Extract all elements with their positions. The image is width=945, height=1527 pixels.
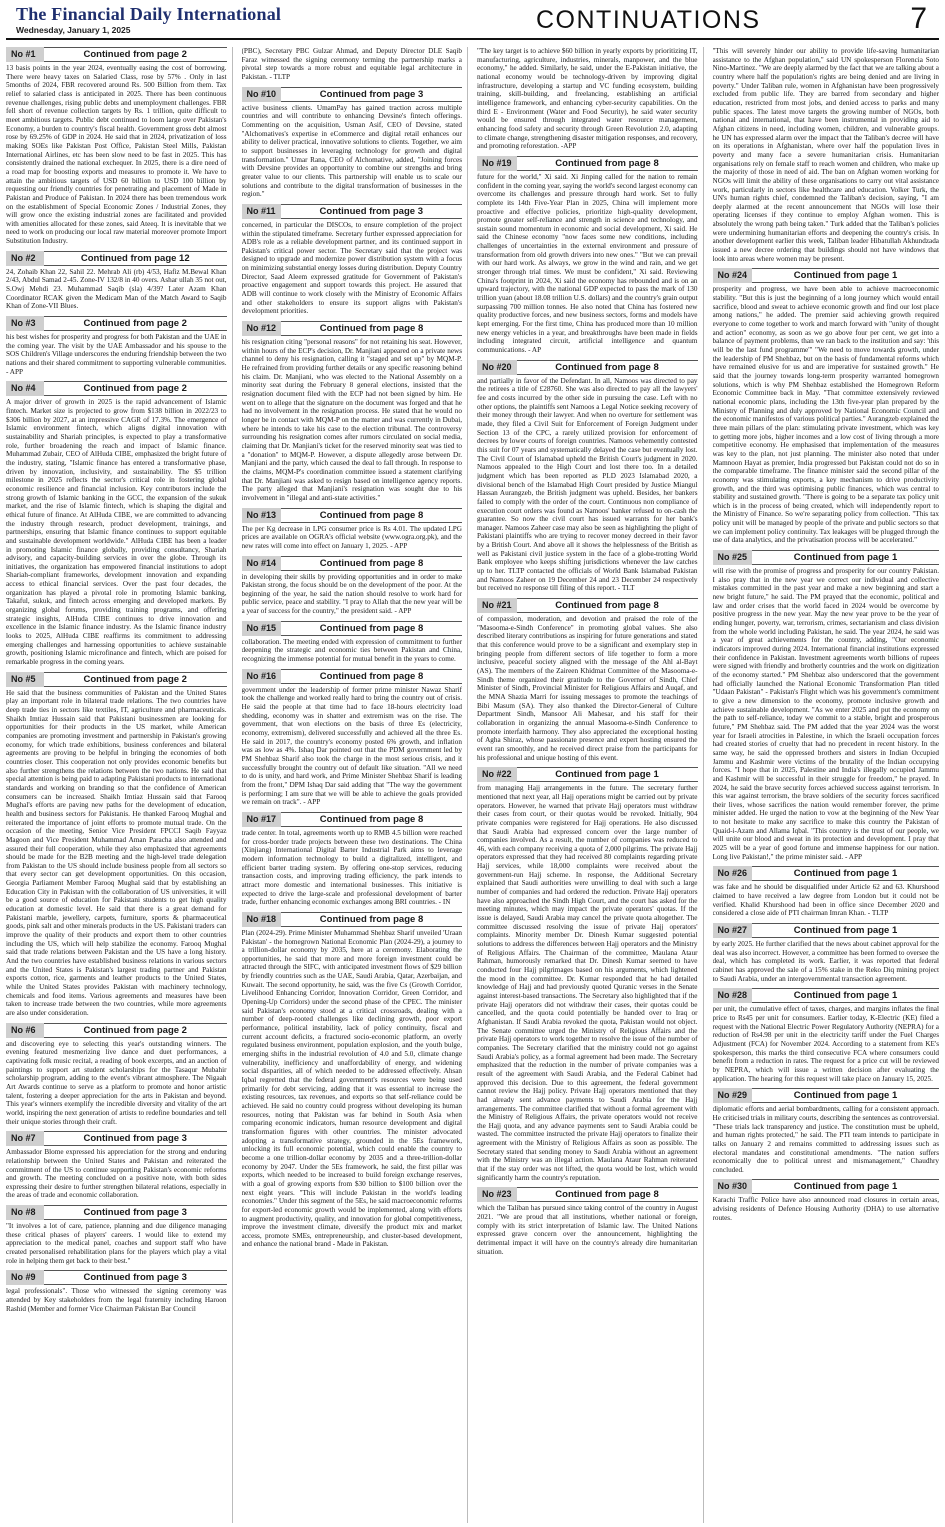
continuation-article [6,251,227,311]
continued-from-label: Continued from page 1 [752,1088,939,1103]
continuation-header [242,87,463,102]
article-body: legal professionals". Those who witnessed the signing ceremony was attended by Key stakeholders from the legal fraternity including Haroon Rashid (Member and former Vice Chairman Pakistan Bar Council [6,1287,227,1313]
continuation-article [477,1187,698,1256]
continuation-article [477,767,698,1182]
continuation-number: No #1 [6,47,44,62]
dateline: Wednesday, January 1, 2025 [16,25,131,35]
continuation-number: No #17 [242,812,282,827]
continuation-article [6,381,227,666]
continuation-article [477,360,698,593]
continued-from-label: Continued from page 1 [752,923,939,938]
continuation-header [6,316,227,331]
continuation-article [713,1179,940,1222]
continuation-number: No #26 [713,866,753,881]
column-2 [242,47,469,1523]
article-body: per unit, the cumulative effect of taxes, charges, and margins inflates the final price to Rs45 per unit for consumers. Earlier today, K-Electric (KE) filed a request with the National Electric Power Regulatory Authority (NEPRA) for a reduction of Rs4.98 per unit in the electricity tariff under the Fuel Charges Adjustment (FCA) for November 2024. According to a statement from KE's spokesperson, this marks the third consecutive FCA where consumers could benefit from a reduction in rates. The request for a price cut will be reviewed by NEPRA, which will issue a written decision after evaluating the application. The hearing for this request will take place on January 15, 2025. [712,1005,939,1083]
continuation-article [6,1023,227,1127]
continuation-number: No #4 [6,381,44,396]
article-columns [6,47,939,1523]
continued-from-label: Continued from page 1 [752,866,939,881]
continued-from-label: Continued from page 8 [281,669,462,684]
column-1 [6,47,233,1523]
continuation-header [242,204,463,219]
continuation-article [713,988,940,1083]
continued-from-label: Continued from page 8 [281,556,462,571]
article-body: (PBC), Secretary PBC Gulzar Ahmad, and Deputy Director DLE Saqib Faraz witnessed the signing ceremony terming the partnership marks a pivotal step towards a more robust and equitable legal architecture in Pakistan. - TLTP [241,47,462,81]
continued-from-label: Continued from page 3 [281,87,462,102]
article-body: 24, Zohaib Khan 22, Sahil 22. Mehrab Ali (rb) 4/53, Hafiz M.Bewal Khan 2/43, Abdul Samad 2-45. Zone-IV 132/8 in 40 overs. Ashar ullah 35 not out, S.Owj Mehdi 23. Muhammad Saqib (sla) 4/39? Later Azam Khan Coordinator RCAK given the Medicam Man of the Match Award to Saqib Khan of Zone-VII Blues. [6,267,227,311]
continuation-number: No #8 [6,1205,44,1220]
continuation-article [6,1131,227,1200]
article-body: The per Kg decrease in LPG consumer price is Rs 4.01. The updated LPG prices are available on OGRA's official website (www.ogra.org.pk), and the new rates will come into effect on January 1, 2025. - APP [241,524,462,550]
section-title: CONTINUATIONS [536,6,761,34]
continuation-header [242,508,463,523]
article-body: "It involves a lot of care, patience, planning and due diligence managing these critical phases of players' careers. I would like to extend my appreciation to the medical panel, coaches and support staff who have created personalised rehabilitation plans for the players which play a vital role in helping them get back to their best." [6,1222,227,1265]
continuation-header [242,556,463,571]
continuation-number: No #16 [242,669,282,684]
continuation-article [477,598,698,762]
continuation-header [242,812,463,827]
continuation-number: No #7 [6,1131,44,1146]
article-body: Plan (2024-29). Prime Minister Muhammad Shehbaz Sharif unveiled 'Uraan Pakistan' - the homegrown National Economic Plan (2024-29), a journey to a trillion-dollar economy by 2035, here at a ceremony. Elaborating the opportunities, he said that more and more foreign investment could be attracted through the SIFC, with anticipated investment flows of $29 billion by friendly countries such as the UAE, Saudi Arabia, Qatar, Azerbaijan, and Kuwait. The second opportunity, he said, was the five Cs (Growth Corridor, Livelihood Enhancing Corridor, Innovation Corridor, Green Corridor, and Opening-Up Corridors) under the second phase of the CPEC. The minister said Pakistan's economy stood at a critical crossroads, dealing with a number of deep-rooted challenges like declining growth, poor export performance, political instability, lack of policy continuity, fiscal and current account deficits, a fractured socio-economic platform, an overly regulated business environment, population explosion, and the youth bulge, emerging shifts in the industrial revolution of 4.0 and 5.0, climate change vulnerability, inefficiency and unaffordability of energy, and widening social disparities, all of which needed to be addressed effectively. Ahsan Iqbal regretted that the federal government's resources were being used primarily for debt servicing, adding that it was essential to increase the existing resources, tax revenues, and exports so that self-reliance could be achieved. He said no country could progress without developing its human resources, noting that Pakistan was far behind in South Asia when comparing economic indicators, human resource development and digital transformation figures with other countries. The minister advocated adopting a transformative strategy, grounded in the 5Es framework, unlocking its full economic potential, which could enable the country to become a one trillion-dollar economy by 2035 and a three-trillion-dollar economy by 2047. Under the 5Es framework, he said, the first pillar was exports, which needed to be increased to build foreign exchange reserves, with a goal of growing exports from $30 billion to $100 billion over the next eight years. "This will include Pakistan in the world's leading economies." Under this segment of the 5Es, he said macroeconomic reforms for export-led economic growth would be implemented, along with efforts to augment productivity, quality, and innovation for global competitiveness, improve the investment climate, diversify the product mix and market access, promote SMEs, entrepreneurship, and cluster-based development, and enhance the national brand - Made in Pakistan. [241,928,462,1249]
article-body: by early 2025. He further clarified that the news about cabinet approval for the deal was also incorrect. However, a committee has been formed to oversee the deal, which has completed its work. Earlier, it was reported that federal cabinet has approved the sale of a 15% stake in the Reko Diq mining project to Saudi Arabia, under an intergovernmental transaction agreement. [712,940,939,983]
article-body: trade center. In total, agreements worth up to RMB 4.5 billion were reached for cross-border trade projects between these two destinations. The China (Xinjiang) International Digital Barter Industrial Park aims to leverage modern information technology to build a digitalized, intelligent, and efficient barter trading system. By offering one-stop services, reducing transaction costs, and improving trading efficiency, the park intends to attract more domestic and international businesses. This initiative is expected to drive the large-scale and professional development of barter trade, further enhancing economic exchanges among BRI countries. - IN [241,828,462,907]
continued-from-label: Continued from page 8 [517,156,698,171]
continuation-number: No #24 [713,268,753,283]
continued-from-label: Continued from page 8 [281,912,462,927]
continued-from-label: Continued from page 3 [281,204,462,219]
continuation-number: No #3 [6,316,44,331]
continuation-number: No #15 [242,621,282,636]
continuation-header [6,1131,227,1146]
article-body: "This will severely hinder our ability to provide life-saving humanitarian assistance to the Afghan population," said UN spokesperson Florencia Soto Nino-Martinez. "We are deeply alarmed by the fact that we are talking about a country where half the population's rights are being denied and are living in poverty." Under Taliban rule, women in Afghanistan have been progressively excluded from public life. They are barred from secondary and higher education, restricted from most jobs, and denied access to parks and many public spaces. The latest move targets the growing number of NGOs, both national and international, that have been instrumental in providing aid to Afghan citizens in need, including women, children, and vulnerable groups. he UN has expressed alarm over the impact that the Taliban's decree will have on its operations in Afghanistan, where over half the population lives in poverty and many face a severe humanitarian crisis. Humanitarian organisations rely on female staff to reach women and children, who make up the majority of those in need of aid. The ban on Afghan women working for NGOs will limit the ability of these organisations to carry out vital assistance work, particularly in sectors like healthcare and education. Volker Turk, the UN's human rights chief, condemned the Taliban's decision, saying, "I am deeply alarmed at the recent announcement that NGOs will lose their operating licenses if they continue to employ Afghan women. This is absolutely the wrong path being taken." Turk added that the Taliban's policies were undermining humanitarian efforts and deepening the country's crisis. In another development earlier this week, Taliban leader Hibatullah Akhundzada issued a new decree ordering that buildings should not have windows that look into areas where women may be present. [712,47,939,263]
continuation-article [242,912,463,1249]
continued-from-label: Continued from page 2 [44,1023,227,1038]
article-body: active business clients. UmamPay has gained traction across multiple countries and will contribute to enhancing Devsine's fintech offerings. Commenting on the acquisition, Usman Asif, CEO of Devsine, stated "Alchomatives's expertise in eCommerce and digital retail enhances our ability to deliver practical, innovative solutions to clients. Together, we aim to support businesses in leveraging technology for growth and digital transformation." Umar Rana, CEO of Alchomative, added, "Joining forces with Devsine provides an opportunity to combine our strengths and bring greater value to our clients. This partnership will enable us to scale our solutions and contribute to the digital transformation of businesses in the region." [241,103,462,199]
continued-from-label: Continued from page 8 [281,621,462,636]
article-body: his best wishes for prosperity and progress for both Pakistan and the UAE in the coming year. The visit by the UAE Ambassador and his spouse to the SOS Children's Village underscores the enduring friendship between the two nations and their shared commitment to supporting vulnerable communities. - APP [6,333,227,376]
continuation-article [242,508,463,551]
continued-from-label: Continued from page 8 [517,360,698,375]
continuation-header [713,988,940,1003]
article-body: He said that the business communities of Pakistan and the United States play an important role in bilateral trade relations. The two countries have deep trade ties in sectors like textiles, IT, agriculture and pharmaceuticals. Shaikh Imtiaz Hussain said that Pakistani businessmen are looking for opportunities for their products in the US market, while American companies are promoting investment and partnership in Pakistan's growing economy, for which trade exhibitions, business conferences and bilateral agreements are proving to be helpful in bringing the economies of both countries closer. This cooperation not only provides economic benefits but also further strengthens the relations between the two nations. He said that special attention is being paid to adapting Pakistani products to international standards and working on branding so that the confidence of American consumers can be increased. Shaikh Imtiaz Hussain said that Farooq Mughal's efforts are paving new paths for the development of education, health and business sectors for Pakistanis. He thanked Farooq Mughal and reiterated the importance of joint efforts to promote mutual trade. On the occasion of the meeting, Senior Vice President FPCCI Saqib Fayyaz Magoon and Vice President Muhammad Aman Paracha also attended and assured their full cooperation, while they also emphasized that agreements should be made for the B2B meeting and the high-level trade delegation from Pakistan to the US should include business people from all sectors so that every sector can get development opportunities. On this occasion, Georgia Parliament Member Farooq Mughal said that by establishing an Education City in Pakistan with the collaboration of US universities, it will be a good source of education for Pakistani students to get high quality education at domestic level. He said that there is a great demand for Pakistani marble, jewellery, carpets, furniture, sports & pharmaceutical goods, pink salt and other minerals products in the US. Pakistani traders can improve the quality of their products and export them to other countries including the US, which will help stabilize the economy. Farooq Mughal said that trade relations between Pakistan and the US have a long history. And the two countries have established business relations in various sectors and the United States is Pakistan's largest trading partner and Pakistan exports cotton, rice, garments and leather products to the United States, while the United States provides Pakistan with machinery technology, chemicals and food items. Various agreements and measures have been taken to increase trade between the two countries, while more agreements are also under consideration. [6,688,227,1017]
continuation-article [713,866,940,918]
page-number: 7 [910,2,927,35]
continuation-number: No #5 [6,672,44,687]
article-body: will rise with the promise of progress and prosperity for our country Pakistan. I also pray that in the new year we correct our individual and collective mistakes committed in the past year and make a new beginning and start a new bright future," he said. The PM prayed that the economic, political and law and order crises that the world faced in 2024 would be overcome by positive progress in the new year. May the new year prove to be the year of ending hunger, poverty, war, terrorism, crimes, sectarianism and class division from the whole world including Pakistan, he said. The year 2024, he said was a year of great achievements for the country, adding, "Our economic indicators improved during 2024. International financial institutions expressed their confidence in Pakistan. Investment agreements worth billions of rupees were signed with friendly and brotherly countries and the work on digitization of the economy started." PM Shehbaz also underscored that the government had officially launched the National Economic Transformation Plan titled "Udaan Pakistan" - Pakistan's Flight which was his government's commitment to give a new dimension to the economy, promote inclusive growth and achieve sustainable development. "As we enter 2025 and put the economy on the path to self-reliance, today we commit to a stable, bright and prosperous future," PM Shehbaz said. The PM added that the year 2024 was the worst year for Israeli atrocities in Palestine, in which the Israeli occupation forces had created stories of cruelty that had no precedent in recent history. In the same way, he said the oppressed brothers and sisters in Indian Occupied Jammu and Kashmir were victims of the brutality of the Indian occupying forces. "I hope that in 2025, Palestine and India's illegally occupied Jammu and Kashmir will be successful in their struggle for freedom," he prayed. In 2024, he said the brave security forces achieved success against terrorism. In this war against terrorism, the brave soldiers of the security forces sacrificed their lives, whose sacrifices the nation would remember forever, the prime minister added. He urged the nation to vow at the beginning of the New Year to not hesitate to make any sacrifice to make this country the Pakistan of Quaid-i-Azam and Allama Iqbal. "This country is the trust of our people, we will unite our blood and sweat in its protection and development. I pray that 2025 will be a year of good fortune and immense happiness for our nation. Long live Pakistan!," the prime minister said. - APP [712,567,939,861]
continuation-article [242,321,463,502]
continuation-header [713,550,940,565]
continuation-number: No #22 [477,767,517,782]
continuation-header [713,1088,940,1103]
continued-from-label: Continued from page 8 [281,321,462,336]
article-body: was fake and he should be disqualified under Article 62 and 63. Khurshood claimed to have received a law degree from London but it could not be verified. Khalid Khurshood had been in office since December 2020 and considered a close aide of PTI chairman Imran Khan. - TLTP [712,883,939,918]
continuation-article [713,923,940,983]
article-body: from managing Hajj arrangements in the future. The secretary further mentioned that next year, all Hajj operations might be carried out by private operators. However, he warned that private Hajj operators must withdraw their cases from court, or their quotas would be revoked. Initially, 904 private companies were registered for Hajj operations. He also discussed that Saudi Arabia had expressed concern over the large number of companies involved. As a result, the number of companies was reduced to 46, with each company receiving a quota of 2,000 pilgrims. The private Hajj operators expressed that they had received 80 complaints regarding private Hajj services, while 18,000 complaints were received about the government-run Hajj scheme. In response, the Additional Secretary explained that Saudi authorities were unwilling to deal with such a large number of companies and had ordered the reduction. Private Hajj operators have also approached the Sindh High Court, and the court has asked for the meeting minutes, which may impact the private operators' quotas. If the issue is delayed, Saudi Arabia may cancel the private quota altogether. The committee discussed resolving the issue of private Hajj operators' complaints. Minority member Dr. Dinesh Kumar suggested potential solutions to address the differences between Hajj operators and the Ministry of Religious Affairs. The Chairman of the committee, Maulana Ataur Rahman, humorously remarked that Dr. Dinesh Kumar seemed to have conducted four Hajj pilgrimages based on his arguments, which lightened the mood in the committee. Dr. Kumar responded that he had detailed knowledge of Hajj and had previously quoted Quranic verses in the Senate against interest-based transactions. The Secretary also highlighted that if the private Hajj operators did not withdraw their cases, their quotas could be cancelled, and the quota could potentially be handed over to Iraq or Afghanistan. If Saudi Arabia revoked the quota, Pakistan would not object. The Senate committee urged the Ministry of Religious Affairs and the private Hajj operators to work together to resolve the issue of the number of companies. The Secretary clarified that the ministry could not go against Saudi Arabia's policy, as a formal agreement had been made. The Secretary emphasized that the reduction in the number of private companies was a result of the agreement with Saudi Arabia, and the Federal Cabinet had approved this decision. Due to this agreement, the federal government cannot review the Hajj policy. Private Hajj operators mentioned that they had already sent advance payments to Saudi Arabia for the Hajj arrangements. The committee clarified that without a formal agreement with the Ministry of Religious Affairs, the private operators would not receive the Hajj quota, and any advance payments sent to Saudi Arabia could be wasted. The committee instructed the private Hajj operators to finalize their agreement with the Ministry of Religious Affairs as soon as possible. The Secretary stated that sending money to Saudi Arabia without an agreement with the Ministry was an illegal action. Maulana Ataur Rahman reiterated that if the stay order was not lifted, the quota would be lost, which would significantly harm the country's reputation. [477,784,698,1182]
column-3 [477,47,704,1523]
article-body: in developing their skills by providing opportunities and in order to make Pakistan strong, the focus should be on the development of the poor. At the beginning of the year, he said the nation should resolve to work hard for public service, peace and stability. "I pray to Allah that the new year will be a year of success for the country," the president said. - APP [241,572,462,616]
continued-from-label: Continued from page 8 [517,598,698,613]
continuation-article [6,316,227,376]
continued-from-label: Continued from page 1 [752,550,939,565]
continuation-header [6,1270,227,1285]
continued-from-label: Continued from page 1 [752,1179,939,1194]
continuation-header [6,381,227,396]
continued-from-label: Continued from page 3 [44,1131,227,1146]
article-body: government under the leadership of former prime minister Nawaz Sharif took the challenge and worked really hard to bring the country out of crisis. He said the people at that time had to face 18-hours electricity load shedding, economy was in shatter and extremism was on the rise. The government, that won elections on the basis of three Es (electricity, economy, extremism), delivered successfully and achieved all the three Es. He said in 2017, the country's economy posted 6% growth, and inflation was as low as 4%. Ishaq Dar pointed out that the PDM government led by PM Shehbaz Sharif also took the charge in the most serious crisis, and it successfully brought the country out of default like situation. "All we need to do is unity, and hard work, and Prime Minister Shehbaz Sharif is leading from the front," DPM Ishaq Dar said adding that "The way the government is performing; I am sure that we will be able to achieve the goals provided we remain on track". - APP [241,685,462,807]
continued-from-label: Continued from page 8 [517,1187,698,1202]
continued-from-label: Continued from page 1 [752,988,939,1003]
continued-from-label: Continued from page 3 [44,1270,227,1285]
continuation-number: No #2 [6,251,44,266]
article-body: "The key target is to achieve $60 billion in yearly exports by prioritizing IT, manufacturing, agriculture, industries, minerals, manpower, and the blue economy," he added. Similarly, he said, under the E-Pakistan initiative, the national economy would be technology-driven by improving digital infrastructure, developing a startup and VC funding ecosystem, building training, skill-building, and freelancing, establishing an artificial intelligence framework, and enhancing cyber-security capabilities. On the third E - Environment (Water and Food Security), he said water security would be ensured through integrated water resource management, enhancing food safety and security through Green Revolution 2.0, adapting to climate change, strengthening disaster mitigation responses, and recovery, and promoting reforestation. -APP [477,47,698,151]
continuation-number: No #30 [713,1179,753,1194]
article-body: diplomatic efforts and aerial bombardments, calling for a consistent approach. He criticised trials in military courts, describing the sentences as controversial. "These trials lack transparency and justice. The constitution must be upheld, and human rights protected," he said. The PTI team intends to participate in talks on January 2 and remains committed to addressing issues such as electoral mandates and constitutional amendments. "The nation suffers economically due to political unrest and mismanagement," Chaudhry concluded. [712,1105,939,1174]
continuation-number: No #28 [713,988,753,1003]
continuation-number: No #21 [477,598,517,613]
continuation-article [713,47,940,263]
continued-from-label: Continued from page 3 [44,1205,227,1220]
continuation-header [242,321,463,336]
continuation-article [6,672,227,1018]
continuation-number: No #29 [713,1088,753,1103]
continuation-number: No #10 [242,87,282,102]
masthead [6,0,939,40]
continuation-number: No #27 [713,923,753,938]
continuation-header [713,923,940,938]
continued-from-label: Continued from page 2 [44,672,227,687]
continued-from-label: Continued from page 8 [281,508,462,523]
article-body: of compassion, moderation, and devotion and praised the role of the "Masooma-e-Sindh Conference" in promoting global values. She also described literary contributions as inspiring for future generations and stated that this conference would prove to be a significant and exemplary step in bringing people from different sectors of life together to form a more inclusive, peaceful society aligned with the message of the Ahl al-Bayt (AS). The members of the Zaireen Khidmat Committee of the Masooma-e-Sindh theme organized their gratitude to the Governor of Sindh, Chief Minister of Sindh, Provincial Minister for Religious Affairs and Auqaf, and the MNA Shazia Marri for issuing messages to promote the teachings of Bibi Masum (SA). They also thanked the Director-General of Culture Department Sindh, Mansoor Ali Mahesar, and his staff for their collaboration in organizing the annual Masooma-e-Sindh Conference to promote interfaith harmony. They also appreciated the exceptional hosting of Agha Shiraz, whose passionate presence and expert hosting ensured the event ran smoothly, and he received direct praise from the participants for his professional and unique hosting of this event. [477,615,698,762]
continuation-number: No #6 [6,1023,44,1038]
continuation-number: No #19 [477,156,517,171]
continuation-article [713,550,940,861]
article-body: Karachi Traffic Police have also announced road closures in certain areas, advising residents of Defence Housing Authority (DHA) to use alternative routes. [712,1196,939,1222]
article-body: concerned, in particular the DISCOs, to ensure completion of the project within the stipulated timeframe. Secretary further expressed appreciation for ADB's role as a reliable development partner, and its continued support in Pakistan's critical power sector. The Secretary said that the project was designed to upgrade and modernize power distribution system with a focus on minimizing substantial energy losses during distribution. Deputy Country Director, Saad Aleem expressed gratitude for Government of Pakistan's proactive engagement and support towards this project. He assured that ADB will continue to work closely with the Ministry of Economic Affairs and other stakeholders to ensure its support aligns with Pakistan's development priorities. [241,220,462,316]
continuation-header [477,360,698,375]
continuation-header [6,1023,227,1038]
continued-from-label: Continued from page 2 [44,316,227,331]
continuation-number: No #11 [242,204,281,219]
continued-from-label: Continued from page 1 [752,268,939,283]
article-body: prosperity and progress, we have been able to achieve macroeconomic stability. "But this is just the beginning of a long journey which would entail sacrifice, blood and sweat to achieve economic growth and find our lost place among nations," he added. The premier said achieving growth required everyone to come together to work and march forward with "unity of thought and action" economy, as soon as we go above four per cent, we get into a balance of payment problems, than we ran back to the institution and say: 'this will be the last fund programme'" "We need to move towards growth, under the leadership of PM Shehbaz, but on the basis of fundamental reforms which have remained elusive for us and are imperative for sustained growth." He said that the journey towards long-term prosperity warranted homegrown solutions, which is why PM Shehbaz established the Homegrown Reform Economic Committee back in May. "That committee extensively reviewed national economic plans, including the 13th five-year plan prepared by the Ministry of Planning and duly approved by National Economic Council and the economic manifestos of various political parties." Aurangzeb explained the three main pillars of the plan: stimulating private investment, which was key to getting more jobs, higher incomes and a low cost of living through a more competitive economy. He emphasised that implementation of the measures was key to the plan, not just planning. The minister also noted that under Mamnoon Hayat as premier, India progressed but Pakistan could not do so in the comparable timeframe. The finance minister said the second pillar of the economy was stimulating exports, a key mechanism to drive productivity growth, and the third was optimising public finances, which was central to stability and sustained growth. "There is going to be a separate tax policy unit which is in the process of being created, which will independently report to the Ministry of Finance. So we're separating policy from collection. "This tax policy unit will be managed by people of the private and public sectors so that we can implement policy continuity. Tax leakages will be plugged through the use of data analytics, and the privatisation process will be accelerated." [712,285,939,545]
continuation-header [477,767,698,782]
continuation-header [242,912,463,927]
continuation-article [242,204,463,316]
continuation-header [6,251,227,266]
continued-from-label: Continued from page 2 [44,47,227,62]
continuation-header [713,268,940,283]
article-body: 13 basis points in the year 2024, eventually easing the cost of borrowing. There were heavy taxes on Salaried Class, rose by 57% . Only in last 5months of 2024, FBR recovered around Rs. 500 Billion from them. Tax relief to salaried class is anticipated in 2025. There has been continuous revenue challenges, rising public debts and unemployment challenges. FBR fell short of revenue collection targets by Rs. 1 trillion, quite difficult to meet ambitious targets. Public debt continued to loom large over Pakistan's Economy, a burden to country's fiscal health. Government gross debt almost rose by 69.25% of GDP in 2024. He said that in 2024, privatization of loss making SOEs like Pakistan Post Office, Pakistan Steel Mills, Pakistan International Airlines, etc has been slow need to be fast in 2025. This has consistently drained the national exchequer. In 2025, there is a dire need of a road map for boosting exports and measures to promote it. We have to attain the ambitious targets of USD 60 billion to USD 100 billion by requesting our friendly countries for penetrating and placement of Made in Pakistan and Produce of Pakistan. In 2024 there has been tremendous work on the establishment of Special Economic Zones / Industrial Zones, they will grow once the existing industrial zones are facilitated and provided with amenities allocated for these zones, said Ateeq. It is inevitable that we need to work on producing our local raw material moreover promote Import Substitution Industry. [6,64,227,246]
continuation-number: No #9 [6,1270,44,1285]
continuation-header [477,156,698,171]
continuation-article [477,47,698,151]
continuation-article [242,87,463,199]
continuation-article [242,621,463,664]
continuation-article [6,1205,227,1265]
continuation-article [242,556,463,616]
continuation-number: No #13 [242,508,282,523]
continued-from-label: Continued from page 12 [44,251,227,266]
continuation-number: No #12 [242,321,282,336]
continuation-number: No #23 [477,1187,517,1202]
continuation-article [713,268,940,545]
article-body: A major driver of growth in 2025 is the rapid advancement of Islamic fintech. Market size is projected to grow from $138 billion in 2022/23 to $306 billion by 2027, at an impressive CAGR of 17.3%. The emergence of Islamic environment fintech, which aligns digital innovation with sustainability and Shariah principles, is expected to play a transformative role, further broadening the reach and impact of Islamic finance. Muhammad Zubair, CEO of AlHuda CIBE, emphasized the bright future of the industry, stating, "Islamic finance has entered a transformative phase, driven by innovation, inclusivity, and sustainability. The $5 trillion milestone in 2025 reflects the sector's critical role in fostering global economic resilience and financial inclusion. Key contributors include the strong growth of Islamic banking in the GCC, the expansion of the sukuk market, and the rise of Islamic fintech, which is shaping the digital and ethical future of finance. At AlHuda CIBE, we are committed to advancing the industry through research, product development, trainings, and partnerships, ensuring that Islamic finance continues to support equitable and sustainable development worldwide." AlHuda CIBE has been a leader in promoting Islamic finance globally, providing consultancy, Shariah advisory, and capacity-building services in over the globe. Through its initiatives, the organization has empowered financial institutions to adopt Shariah-compliant frameworks, development innovation and expanding access to ethical financial services. Over the past four decades, the organization has played a pivotal role in promoting Islamic banking, Takaful, sukuk, and fintech across emerging and developed markets. By organizing global forums, providing training programs, and offering strategic insights, AlHuda CIBE continues to drive innovation and excellence in the Islamic finance industry. As the Islamic finance industry looks to 2025, AlHuda CIBE reaffirms its commitment to addressing emerging challenges and harnessing opportunities to achieve sustainable growth, positioning Islamic microfinance and fintech, which are poised for remarkable progress in the coming years. [6,398,227,667]
continuation-article [6,1270,227,1313]
continuation-article [242,669,463,807]
paper-name: The Financial Daily International [16,4,282,24]
continuation-header [6,1205,227,1220]
continued-from-label: Continued from page 2 [44,381,227,396]
continuation-number: No #20 [477,360,517,375]
continuation-number: No #25 [713,550,753,565]
column-4 [713,47,940,1523]
article-body: Ambassador Blome expressed his appreciation for the strong and enduring relationship between the United States and Pakistan and reiterated the commitment of the US to continue supporting Pakistan's economic reforms and growth. The meeting concluded on a positive note, with both sides expressing their desire to further strengthen bilateral relations, especially in the areas of trade and economic collaboration. [6,1148,227,1200]
continuation-header [713,1179,940,1194]
continuation-header [713,866,940,881]
continuation-number: No #14 [242,556,282,571]
continuation-header [477,598,698,613]
article-body: which the Taliban has pursued since taking control of the country in August 2021. "We are proud that all institutions, whether national or foreign, comply with its strict interpretation of Islamic law. The United Nations expressed grave concern over the announcement, highlighting the detrimental impact it will have on the country's already dire humanitarian situation. [477,1204,698,1256]
continuation-header [242,669,463,684]
continuation-header [6,672,227,687]
continuation-header [477,1187,698,1202]
article-body: future for the world," Xi said. Xi Jinping called for the nation to remain confident in the coming year, saying the world's second largest economy can overcome its challenges and pressure through hard work. Set to fully complete its 14th Five-Year Plan in 2025, China will implement more proactive and effective policies, prioritize high-quality development, promote greater self-reliance and strength in science and technology, and sustain sound momentum in economic and social development, Xi said. He said the Chinese economy "now faces some new conditions, including challenges of uncertainties in the external environment and pressure of transformation from old growth drivers into new ones." "But we can prevail with our hard work. As always, we grow in the wind and rain, and we get stronger through trial times. We must be confident," Xi said. Reviewing China's footprint in 2024, Xi said the economy has rebounded and is on an upward trajectory, with the national GDP expected to pass the mark of 130 trillion yuan (about 18.08 trillion U.S. dollars) and the country's grain output surpassing 700 million tonnes. He also noted that China has fostered new quality productive forces, and new business sectors, forms and models have kept emerging. For the first time, China has produced more than 10 million new energy vehicles in a year, and breakthroughs have been made in fields including integrated circuit, artificial intelligence and quantum communications. - AP [477,172,698,354]
continued-from-label: Continued from page 1 [517,767,698,782]
continuation-number: No #18 [242,912,282,927]
article-body: his resignation citing "personal reasons" for not retaining his seat. However, within hours of the ECP's decision, Dr. Manjiani appeared on a private news channel to deny his resignation, calling it "staged and set up" by MQM-P. He refrained from providing further details or any specific reasoning behind his claim. Dr. Manjiani, who was elected to the National Assembly on a minority seat during the February 8 general elections, insisted that the resignation document filed with the ECP had not been signed by him. He went on to allege that the signature on the document was forged and that he had no involvement in the resignation process. He stated that he would no longer be in contact with MQM-P on the matter and was currently in Dubai, where he intends to take his case to the election tribunal. The controversy surrounding his resignation comes after rumors circulated on social media, claiming that Dr. Manjiani's ticket for the reserved minority seat was tied to a "donation" to MQM-P. However, a dispute allegedly arose between Dr. Manjiani and the party, which caused the deal to fall through. In response to the claims, MQM-P's coordination committee issued a statement clarifying that Dr. Manjiani was asked to resign based on intelligence agency reports. The party alleged that Manjiani's resignation was sought due to his involvement in "illegal and anti-state activities." [241,338,462,502]
continued-from-label: Continued from page 8 [281,812,462,827]
continuation-header [6,47,227,62]
continuation-article [242,47,463,82]
article-body: collaboration. The meeting ended with expression of commitment to further deepening the strategic and economic ties between Pakistan and China, recognizing the immense potential for mutual benefit in the years to come. [241,637,462,664]
article-body: and discovering eye to selecting this year's outstanding winners. The evening featured mesmerizing live dance and duet performances, a captivating folk music recital, a reading of book excerpts, and an auction of paintings to support art student scholarships for the Tasaqur Mubahir scholarship program, adding to the event's vibrant atmosphere. The Nigaah Art Awards continue to serve as a platform to promote and honor artistic talent, fostering a deeper appreciation for the arts in Pakistan and beyond. This year's winners exemplify the incredible diversity and vitality of the art world, inspiring the next generation of artists to redefine boundaries and tell their unique stories through their craft. [6,1039,227,1126]
continuation-article [713,1088,940,1174]
continuation-article [477,156,698,355]
article-body: and partially in favor of the Defendant. In all, Namoos was directed to pay the retirees a title of £28760. She was also directed to pay all the lawyers' fee and costs incurred by the other side in pursuing the case. Left with no other options, the plaintiffs sent Namoos a Legal Notice seeking recovery of their money through their lawyer. And when no overture for settlement was made, they filed a Civil Suit for Enforcement of Foreign Judgment under Section 13 of the CPC, a rarely utilized provision for enforcement of decrees by lower courts of foreign countries. Namoos vehemently contested this suit for 07 years and systematically delayed the case but eventually lost. The Civil Court of Islamabad upheld the British Court's judgment in 2020. Namoos appealed to the High Court and lost there too. In a detailed judgment which has been reported as PLD 2023 Islamabad 2020, a divisional bench of the Islamabad High Court presided by Justice Miangul Hassan Aurangzeb, the British judgment was upheld. Besides, her bankers failed to comply with the order of the court. Continuous non compliance of execution court orders was found as Namoos' banker refused to on-cash the guarantee. So now the civil court has issued warrants for her bank's manager. Namoos Zaheer case may also be seen as highlighting the plight of Pakistani plaintiffs who are trying to recover money decreed in their favor by a British Court. And above all it shows the helplessness of the British as well as Pakistani civil justice system in the face of a globe-trotting World Bank employee who keeps shifting jurisdictions whenever the law catches up to her. TLTP contacted the officials of World Bank Islamabad Pakistan and Namoos Zaheer on 19 December 24 and 23 December 24 respectively but received no response till filing of this report. - TLT [477,376,698,593]
continuation-article [6,47,227,246]
continuation-article [242,812,463,907]
continuation-header [242,621,463,636]
